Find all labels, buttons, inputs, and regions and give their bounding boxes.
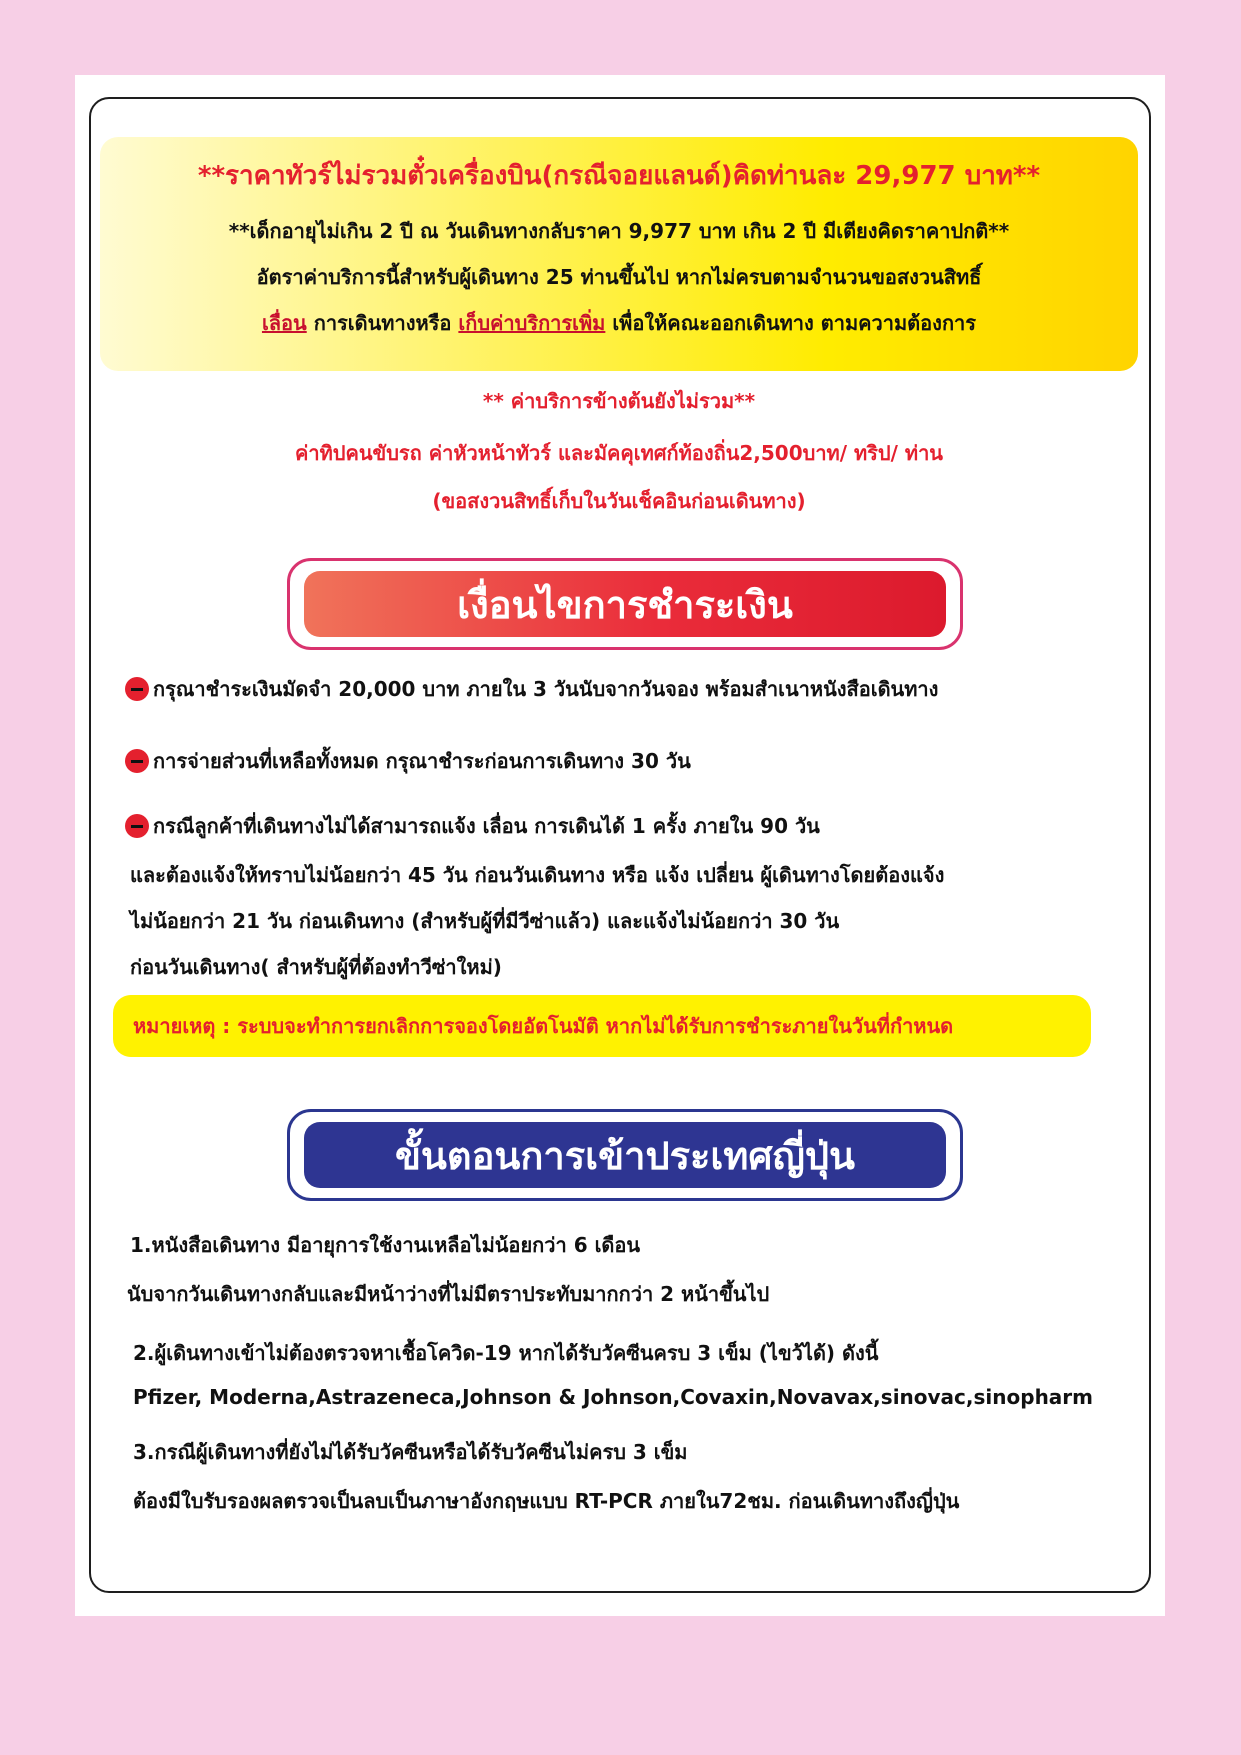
child-price-note: **เด็กอายุไม่เกิน 2 ปี ณ วันเดินทางกลับราคา 9,977 บาท เกิน 2 ปี มีเตียงคิดราคาปกติ**: [228, 219, 1010, 243]
collect-note: (ขอสงวนสิทธิ์เก็บในวันเช็คอินก่อนเดินทาง): [432, 489, 806, 513]
group-size-note: อัตราค่าบริการนี้สำหรับผู้เดินทาง 25 ท่านขึ้นไป หากไม่ครบตามจำนวนขอสงวนสิทธิ์: [256, 265, 982, 289]
tips-note: ค่าทิปคนขับรถ ค่าหัวหน้าทัวร์ และมัคคุเทศก์ท้องถิ่น2,500บาท/ ทริป/ ท่าน: [295, 441, 943, 465]
postpone-end-text: เพื่อให้คณะออกเดินทาง ตามความต้องการ: [612, 311, 977, 335]
pricing-box: [100, 137, 1138, 371]
cancellation-note: หมายเหตุ : ระบบจะทำการยกเลิกการจองโดยอัตโนมัติ หากไม่ได้รับการชำระภายในวันที่กำหนด: [133, 1014, 954, 1038]
deposit-text: กรุณาชำระเงินมัดจำ 20,000 บาท ภายใน 3 วันนับจากวันจอง พร้อมสำเนาหนังสือเดินทาง: [153, 677, 939, 701]
postpone-mid-text: การเดินทางหรือ: [313, 311, 452, 335]
excluded-title: ** ค่าบริการข้างต้นยังไม่รวม**: [482, 389, 756, 413]
balance-item: [125, 745, 691, 777]
deposit-item: [125, 673, 938, 705]
change-text-4: ก่อนวันเดินทาง( สำหรับผู้ที่ต้องทำวีซ่าใหม่): [130, 955, 502, 979]
extra-fee-word: เก็บค่าบริการเพิ่ม: [458, 311, 606, 335]
passport-rule-1: 1.หนังสือเดินทาง มีอายุการใช้งานเหลือไม่น้อยกว่า 6 เดือน: [130, 1233, 641, 1257]
vaccine-rule-1: 2.ผู้เดินทางเข้าไม่ต้องตรวจหาเชื้อโควิด-19 หากได้รับวัคซีนครบ 3 เข็ม (ไขว้ได้) ดังนี้: [133, 1341, 879, 1365]
change-text-1: กรณีลูกค้าที่เดินทางไม่ได้สามารถแจ้ง เลื่อน การเดินได้ 1 ครั้ง ภายใน 90 วัน: [153, 814, 820, 838]
vaccine-list: Pfizer, Moderna,Astrazeneca,Johnson & Johnson,Covaxin,Novavax,sinovac,sinopharm: [133, 1385, 1093, 1409]
entry-heading-banner: [287, 1109, 963, 1201]
payment-heading: เงื่อนไขการชำระเงิน: [304, 571, 946, 637]
postpone-word: เลื่อน: [261, 311, 307, 335]
cancellation-note-bar: [113, 995, 1091, 1057]
postpone-note: [100, 307, 1138, 339]
minus-bullet-icon: [125, 814, 149, 838]
balance-text: การจ่ายส่วนที่เหลือทั้งหมด กรุณาชำระก่อนการเดินทาง 30 วัน: [153, 749, 691, 773]
payment-heading-banner: [287, 558, 963, 650]
change-text-3: ไม่น้อยกว่า 21 วัน ก่อนเดินทาง (สำหรับผู้ที่มีวีซ่าแล้ว) และแจ้งไม่น้อยกว่า 30 วัน: [130, 909, 840, 933]
pricing-headline: **ราคาทัวร์ไม่รวมตั๋วเครื่องบิน(กรณีจอยแลนด์)คิดท่านละ 29,977 บาท**: [197, 161, 1041, 191]
minus-bullet-icon: [125, 677, 149, 701]
unvaccinated-rule-2: ต้องมีใบรับรองผลตรวจเป็นลบเป็นภาษาอังกฤษแบบ RT-PCR ภายใน72ชม. ก่อนเดินทางถึงญี่ปุ่น: [133, 1489, 960, 1513]
change-text-2: และต้องแจ้งให้ทราบไม่น้อยกว่า 45 วัน ก่อนวันเดินทาง หรือ แจ้ง เปลี่ยน ผู้เดินทางโดยต้องแจ้ง: [130, 863, 945, 887]
passport-rule-2: นับจากวันเดินทางกลับและมีหน้าว่างที่ไม่มีตราประทับมากกว่า 2 หน้าขึ้นไป: [127, 1282, 770, 1306]
document-sheet: [75, 75, 1165, 1616]
minus-bullet-icon: [125, 749, 149, 773]
change-item: [125, 810, 820, 842]
entry-heading: ขั้นตอนการเข้าประเทศญี่ปุ่น: [304, 1122, 946, 1188]
unvaccinated-rule-1: 3.กรณีผู้เดินทางที่ยังไม่ได้รับวัคซีนหรือได้รับวัคซีนไม่ครบ 3 เข็ม: [133, 1440, 688, 1464]
